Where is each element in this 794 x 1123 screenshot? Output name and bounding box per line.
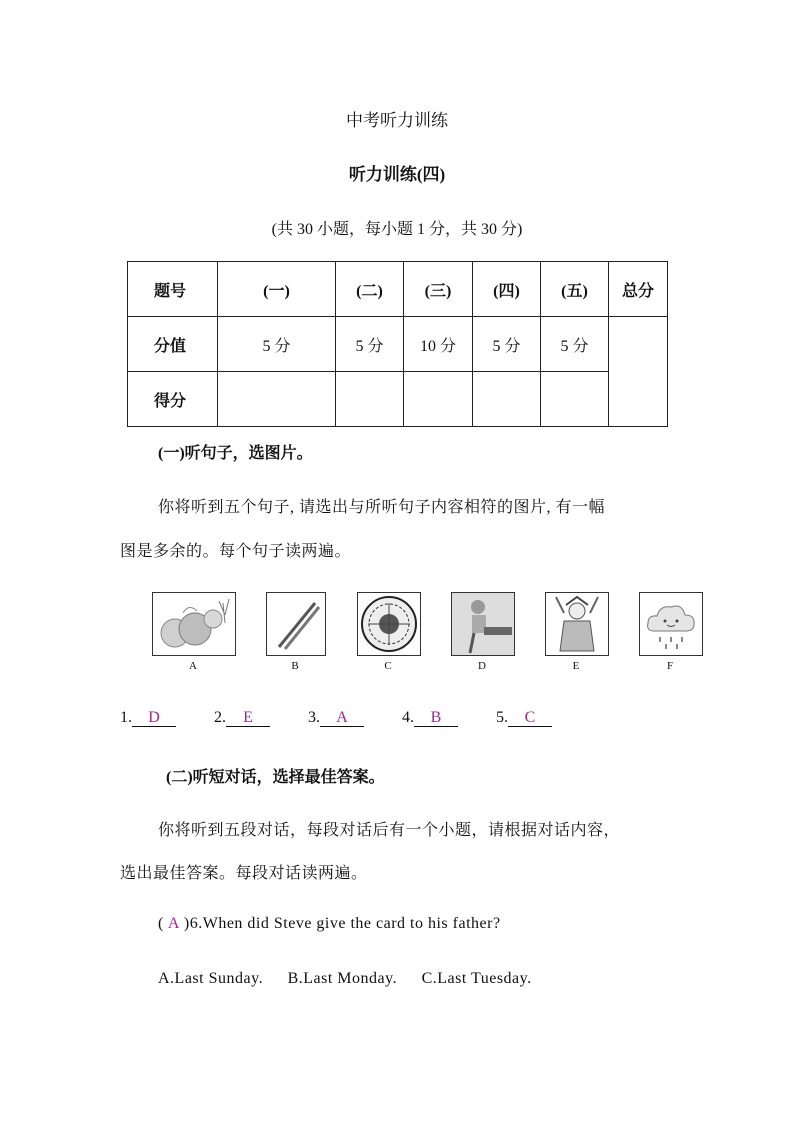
score-input-cell[interactable] [218,372,336,427]
section2-instruction: 选出最佳答案。每段对话读两遍。 [120,865,368,882]
paper-cutting-icon [357,592,421,656]
answer-item [308,709,364,727]
question-number: 1. [120,709,132,726]
table-row [128,317,668,372]
table-cell: 5 分 [473,317,541,372]
answer-blank[interactable]: D [132,710,176,727]
table-cell: (一) [218,262,336,317]
table-cell: (三) [404,262,473,317]
answer-item [120,709,176,727]
score-input-cell[interactable] [404,372,473,427]
person-sitting-icon [451,592,515,656]
rain-cloud-icon [639,592,703,656]
question-bracket: ( [158,915,164,932]
table-cell: 5 分 [218,317,336,372]
answer-line [120,709,586,727]
score-table [127,261,668,427]
table-cell: 分值 [128,317,218,372]
table-cell: (五) [541,262,609,317]
peking-opera-icon [545,592,609,656]
table-cell: (四) [473,262,541,317]
table-cell: 5 分 [336,317,404,372]
exercise-title: 听力训练(四) [348,165,446,184]
section2-heading: (二)听短对话，选择最佳答案。 [166,769,385,786]
section1-instruction: 图是多余的。每个句子读两遍。 [120,543,352,560]
answer-item [496,709,552,727]
table-cell: (二) [336,262,404,317]
picture-label: E [572,660,580,672]
option-b[interactable]: B.Last Monday. [287,970,398,987]
answer-item [402,709,458,727]
question-number: 4. [402,709,414,726]
question-number: 2. [214,709,226,726]
options-line [158,970,532,988]
picture-label: A [189,660,197,672]
table-cell: 题号 [128,262,218,317]
option-c[interactable]: C.Last Tuesday. [421,970,532,987]
question-number: 5. [496,709,508,726]
picture-label: F [666,660,674,672]
question-6 [158,915,501,933]
section1-heading: (一)听句子，选图片。 [158,445,313,462]
question-number: 3. [308,709,320,726]
table-cell: 5 分 [541,317,609,372]
table-row [128,372,668,427]
section2-instruction: 你将听到五段对话，每段对话后有一个小题，请根据对话内容， [158,822,621,839]
score-input-cell[interactable] [541,372,609,427]
answer-blank[interactable]: E [226,710,270,727]
total-score-cell[interactable] [609,317,668,427]
table-row [128,262,668,317]
table-cell: 总分 [609,262,668,317]
section1-instruction: 你将听到五个句子, 请选出与所听句子内容相符的图片, 有一幅 [158,499,606,516]
page-title: 中考听力训练 [346,111,448,130]
score-input-cell[interactable] [473,372,541,427]
option-a[interactable]: A.Last Sunday. [158,970,264,987]
score-input-cell[interactable] [336,372,404,427]
question-text: )6.When did Steve give the card to his father? [183,915,501,932]
answer-item [214,709,270,727]
answer-blank[interactable]: A [320,710,364,727]
table-cell: 得分 [128,372,218,427]
answer-blank[interactable]: C [508,710,552,727]
answer-blank[interactable]: A [167,915,180,932]
vegetables-icon [152,592,236,656]
chopsticks-icon [266,592,326,656]
table-cell: 10 分 [404,317,473,372]
picture-label: D [478,660,486,672]
score-note: (共 30 小题，每小题 1 分，共 30 分) [271,221,523,238]
answer-blank[interactable]: B [414,710,458,727]
picture-label: B [291,660,299,672]
picture-label: C [384,660,392,672]
